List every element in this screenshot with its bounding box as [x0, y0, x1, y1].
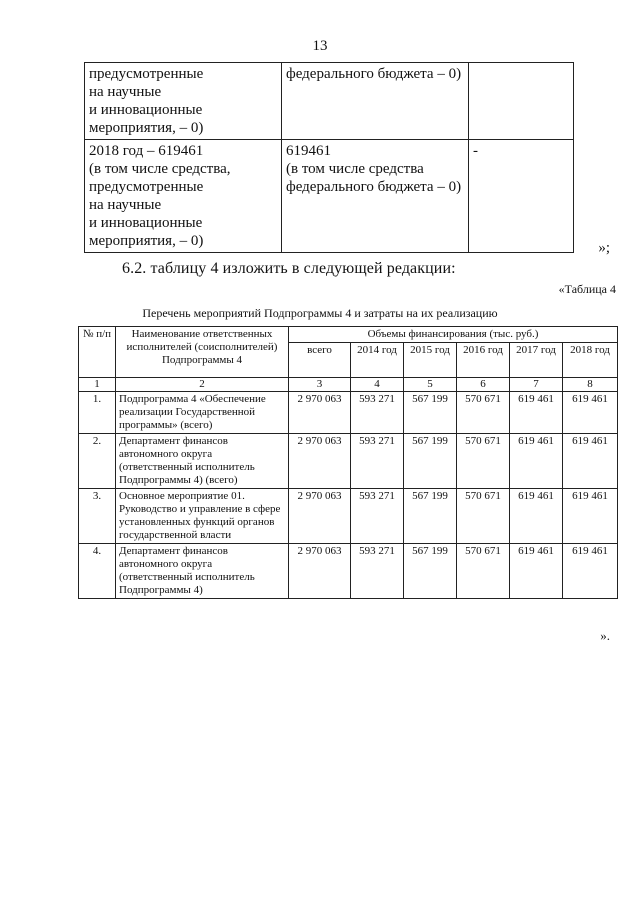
header-name: Наименование ответственных исполнителей (соисполнителей) Подпрограммы 4: [116, 327, 289, 378]
table-row: [79, 544, 618, 599]
index-cell: 2: [116, 378, 289, 392]
index-cell: 7: [510, 378, 563, 392]
row-name: Основное мероприятие 01. Руководство и управление в сфере установленных функций органов государственной власти: [116, 489, 289, 544]
header-year: 2015 год: [404, 343, 457, 378]
continuation-cell: федерального бюджета – 0): [282, 63, 469, 140]
index-row: [79, 378, 618, 392]
closing-quote: »;: [598, 240, 610, 256]
row-name: Департамент финансов автономного округа (ответственный исполнитель Подпрограммы 4) (всего): [116, 434, 289, 489]
continuation-cell: 2018 год – 619461 (в том числе средства, предусмотренные на научные и инновационные мероприятия, – 0): [85, 140, 282, 253]
section-point: 6.2. таблицу 4 изложить в следующей редакции:: [122, 260, 456, 277]
row-no: 3.: [79, 489, 116, 544]
page-number: 13: [312, 38, 328, 54]
row-no: 1.: [79, 392, 116, 434]
table-row: [79, 489, 618, 544]
continuation-cell: [469, 63, 574, 140]
row-no: 4.: [79, 544, 116, 599]
continuation-cell: 619461 (в том числе средства федерального бюджета – 0): [282, 140, 469, 253]
row-no: 2.: [79, 434, 116, 489]
index-cell: 4: [351, 378, 404, 392]
row-value: 570 671: [457, 544, 510, 599]
continuation-row: [85, 63, 574, 140]
row-total: 2 970 063: [289, 392, 351, 434]
continuation-row: [85, 140, 574, 253]
row-value: 567 199: [404, 434, 457, 489]
continuation-table: [84, 62, 574, 253]
row-total: 2 970 063: [289, 489, 351, 544]
row-value: 567 199: [404, 392, 457, 434]
row-total: 2 970 063: [289, 544, 351, 599]
row-value: 619 461: [563, 434, 618, 489]
row-total: 2 970 063: [289, 434, 351, 489]
header-row: [79, 327, 618, 343]
header-year: 2014 год: [351, 343, 404, 378]
row-value: 593 271: [351, 392, 404, 434]
header-year: 2016 год: [457, 343, 510, 378]
row-value: 567 199: [404, 489, 457, 544]
row-value: 593 271: [351, 544, 404, 599]
row-value: 570 671: [457, 392, 510, 434]
index-cell: 8: [563, 378, 618, 392]
table-row: [79, 434, 618, 489]
row-value: 567 199: [404, 544, 457, 599]
row-value: 619 461: [563, 392, 618, 434]
row-value: 570 671: [457, 434, 510, 489]
row-value: 593 271: [351, 489, 404, 544]
row-value: 593 271: [351, 434, 404, 489]
row-name: Подпрограмма 4 «Обеспечение реализации Государственной программы» (всего): [116, 392, 289, 434]
header-year: 2018 год: [563, 343, 618, 378]
index-cell: 3: [289, 378, 351, 392]
continuation-cell: предусмотренные на научные и инновационные мероприятия, – 0): [85, 63, 282, 140]
row-value: 619 461: [563, 489, 618, 544]
row-value: 570 671: [457, 489, 510, 544]
header-total: всего: [289, 343, 351, 378]
continuation-cell: -: [469, 140, 574, 253]
index-cell: 6: [457, 378, 510, 392]
funding-table: [78, 326, 618, 599]
row-value: 619 461: [510, 544, 563, 599]
table-row: [79, 392, 618, 434]
row-value: 619 461: [563, 544, 618, 599]
header-no: № п/п: [79, 327, 116, 378]
row-value: 619 461: [510, 392, 563, 434]
row-value: 619 461: [510, 434, 563, 489]
header-funding: Объемы финансирования (тыс. руб.): [289, 327, 618, 343]
table-caption: Перечень мероприятий Подпрограммы 4 и затраты на их реализацию: [142, 306, 498, 320]
row-name: Департамент финансов автономного округа (ответственный исполнитель Подпрограммы 4): [116, 544, 289, 599]
index-cell: 1: [79, 378, 116, 392]
table-label: «Таблица 4: [558, 282, 616, 296]
row-value: 619 461: [510, 489, 563, 544]
index-cell: 5: [404, 378, 457, 392]
closing-quote: ».: [600, 628, 610, 643]
header-year: 2017 год: [510, 343, 563, 378]
